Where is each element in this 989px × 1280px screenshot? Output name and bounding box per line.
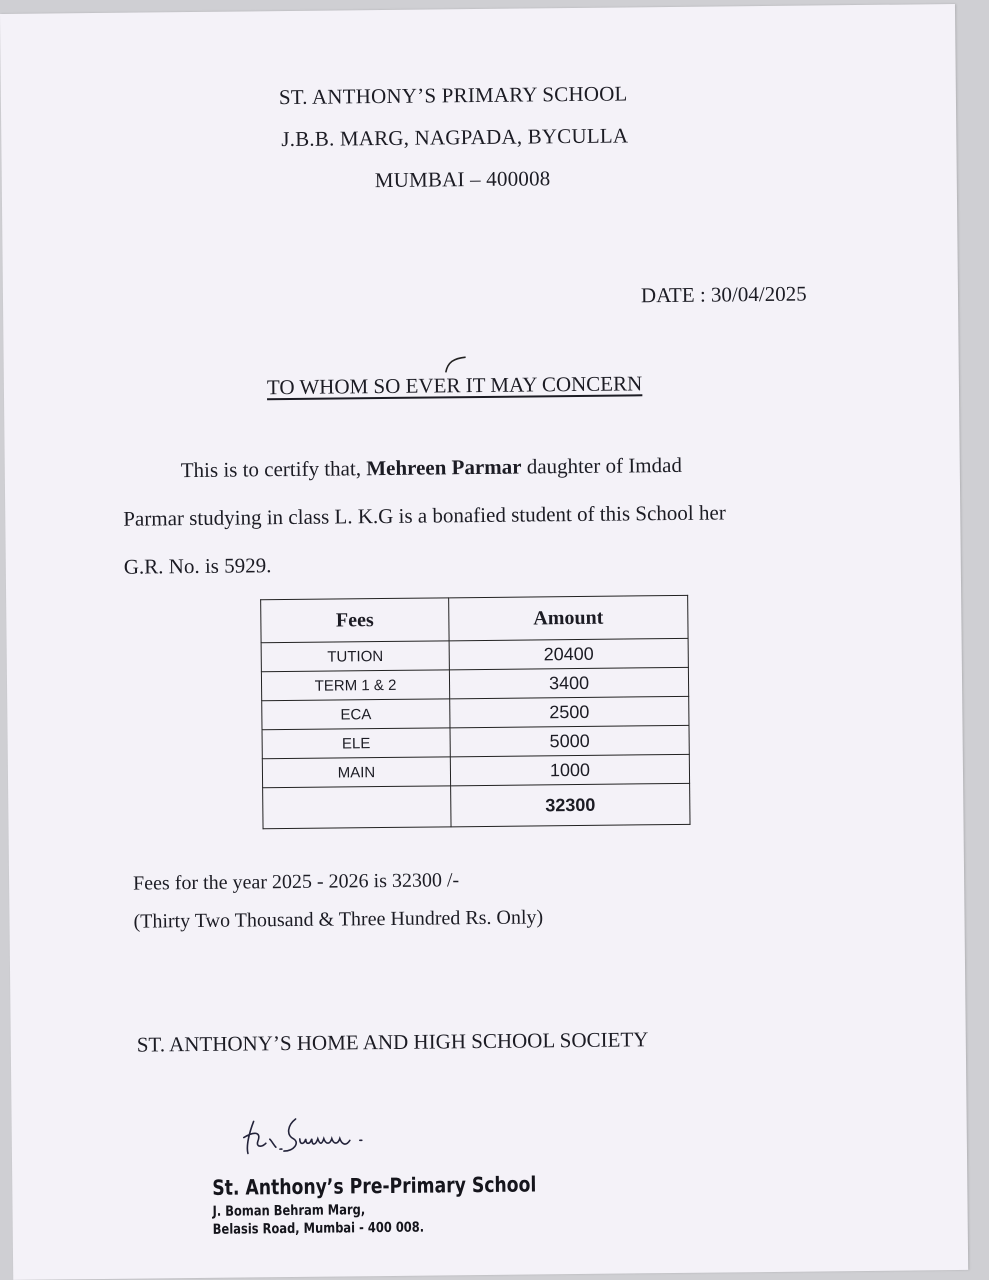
fee-name: ECA [262,699,450,730]
school-city: MUMBAI – 400008 [374,166,551,193]
pen-mark-icon [444,354,468,374]
table-row [262,696,689,729]
certificate-subject: TO WHOM SO EVER IT MAY CONCERN [266,371,643,400]
fees-column-header: Fees [261,598,449,643]
fee-name: MAIN [262,757,450,788]
body-text: This is to certify that, [180,456,367,483]
fee-amount: 5000 [450,725,689,757]
fee-amount: 1000 [450,754,689,786]
body-text: daughter of Imdad [521,452,683,479]
fees-in-words: (Thirty Two Thousand & Three Hundred Rs. Only) [133,906,544,933]
signature [240,1110,370,1159]
body-line-2: Parmar studying in class L. K.G is a bonafied student of this School her [123,500,726,531]
school-address: J.B.B. MARG, NAGPADA, BYCULLA [281,123,629,152]
table-row [261,638,688,671]
fee-amount: 20400 [449,638,688,670]
school-name: ST. ANTHONY’S PRIMARY SCHOOL [278,81,628,110]
table-row [262,725,689,758]
amount-column-header: Amount [449,595,688,641]
table-header-row [261,595,688,642]
total-row [263,783,690,828]
fees-table [260,595,690,829]
table-row [262,754,689,787]
fee-name: TUTION [261,641,449,672]
society-name: ST. ANTHONY’S HOME AND HIGH SCHOOL SOCIETY [136,1027,649,1057]
total-label-cell [263,786,451,829]
fee-name: TERM 1 & 2 [261,670,449,701]
certificate-date: DATE : 30/04/2025 [640,281,807,308]
stamp-school-name: St. Anthony’s Pre-Primary School [212,1172,537,1200]
table-row [261,667,688,700]
certificate-page [0,4,968,1280]
student-name: Mehreen Parmar [366,454,522,481]
fee-name: ELE [262,728,450,759]
body-line-1 [181,453,682,483]
total-amount: 32300 [451,783,690,827]
stamp-address-line-1: J. Boman Behram Marg, [212,1202,366,1220]
fee-amount: 2500 [450,696,689,728]
body-line-3: G.R. No. is 5929. [123,553,272,579]
fees-summary: Fees for the year 2025 - 2026 is 32300 /- [132,869,460,895]
stamp-address-line-2: Belasis Road, Mumbai - 400 008. [212,1219,425,1238]
fee-amount: 3400 [449,667,688,699]
